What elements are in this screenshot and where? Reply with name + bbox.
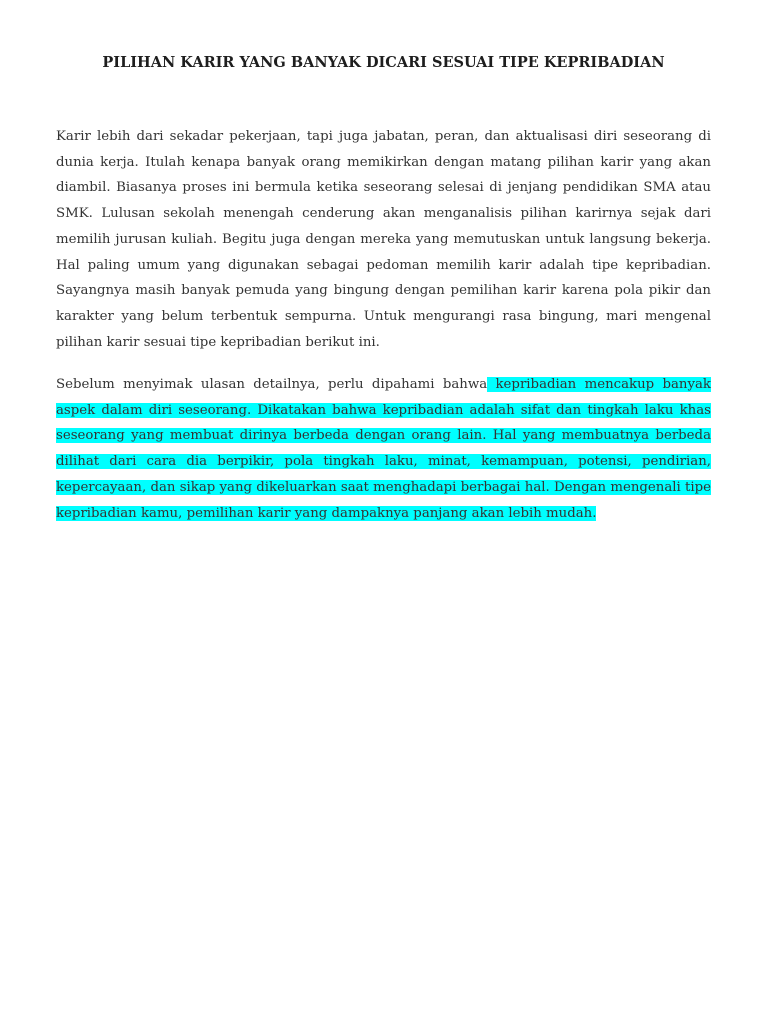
paragraph-plain-text: Sebelum menyimak ulasan detailnya, perlu dipahami bahwa	[56, 377, 488, 392]
highlighted-text: kepribadian mencakup banyak aspek dalam diri seseorang. Dikatakan bahwa kepribadian adalah sifat dan tingkah laku khas seseorang yang membuat dirinya berbeda dengan orang lain. Hal yang membuatnya berbeda dilihat dari cara dia berpikir, pola tingkah laku, minat, kemampuan, potensi, pendirian, kepercayaan, dan sikap yang dikeluarkan saat menghadapi berbagai hal. Dengan mengenali tipe kepribadian kamu, pemilihan karir yang dampaknya panjang akan lebih mudah.	[56, 377, 711, 521]
paragraph-intro: Karir lebih dari sekadar pekerjaan, tapi juga jabatan, peran, dan aktualisasi diri seseorang di dunia kerja. Itulah kenapa banyak orang memikirkan dengan matang pilihan karir yang akan diambil. Biasanya proses ini bermula ketika seseorang selesai di jenjang pendidikan SMA atau SMK. Lulusan sekolah menengah cenderung akan menganalisis pilihan karirnya sejak dari memilih jurusan kuliah. Begitu juga dengan mereka yang memutuskan untuk langsung bekerja. Hal paling umum yang digunakan sebagai pedoman memilih karir adalah tipe kepribadian. Sayangnya masih banyak pemuda yang bingung dengan pemilihan karir karena pola pikir dan karakter yang belum terbentuk sempurna. Untuk mengurangi rasa bingung, mari mengenal pilihan karir sesuai tipe kepribadian berikut ini.	[56, 129, 711, 350]
document-title: PILIHAN KARIR YANG BANYAK DICARI SESUAI TIPE KEPRIBADIAN	[102, 54, 665, 71]
paragraph-personality	[56, 372, 711, 526]
